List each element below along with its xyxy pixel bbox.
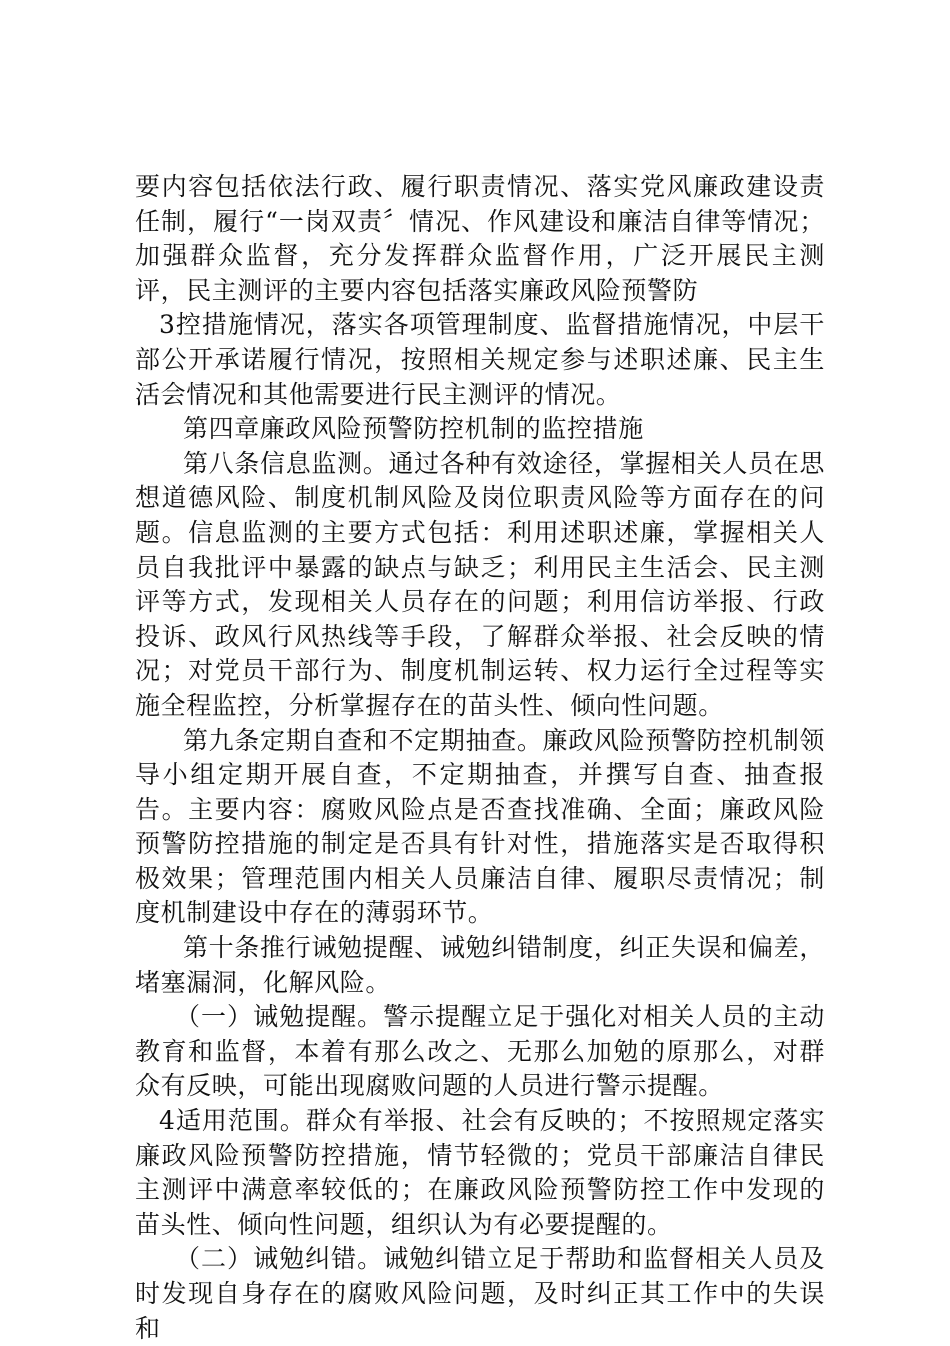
paragraph-2: 3控措施情况，落实各项管理制度、监督措施情况，中层干部公开承诺履行情况，按照相关规定参与述职述廉、民主生活会情况和其他需要进行民主测评的情况。 xyxy=(135,310,825,409)
document-body xyxy=(135,170,825,1346)
paragraph-1: 要内容包括依法行政、履行职责情况、落实党风廉政建设责任制，履行“一岗双责〞情况、作风建设和廉洁自律等情况；加强群众监督，充分发挥群众监督作用，广泛开展民主测评，民主测评的主要内容包括落实廉政风险预警防 xyxy=(135,172,825,305)
section-2-correction: （二）诫勉纠错。诫勉纠错立足于帮助和监督相关人员及时发现自身存在的腐败风险问题，及时纠正其工作中的失误和 xyxy=(135,1244,825,1343)
section-1-reminder: （一）诫勉提醒。警示提醒立足于强化对相关人员的主动教育和监督，本着有那么改之、无那么加勉的原那么，对群众有反映，可能出现腐败问题的人员进行警示提醒。 xyxy=(135,1002,825,1101)
scope-paragraph: 4适用范围。群众有举报、社会有反映的；不按照规定落实廉政风险预警防控措施，情节轻微的；党员干部廉洁自律民主测评中满意率较低的；在廉政风险预警防控工作中发现的苗头性、倾向性问题，组织认为有必要提醒的。 xyxy=(135,1106,825,1239)
article-10: 第十条推行诫勉提醒、诫勉纠错制度，纠正失误和偏差，堵塞漏洞，化解风险。 xyxy=(135,933,825,997)
chapter-heading: 第四章廉政风险预警防控机制的监控措施 xyxy=(183,414,644,444)
article-9: 第九条定期自查和不定期抽查。廉政风险预警防控机制领导小组定期开展自查，不定期抽查，并撰写自查、抽查报告。主要内容：腐败风险点是否查找准确、全面；廉政风险预警防控措施的制定是否具有针对性，措施落实是否取得积极效果；管理范围内相关人员廉洁自律、履职尽责情况；制度机制建设中存在的薄弱环节。 xyxy=(135,725,825,928)
article-8: 第八条信息监测。通过各种有效途径，掌握相关人员在思想道德风险、制度机制风险及岗位职责风险等方面存在的问题。信息监测的主要方式包括：利用述职述廉，掌握相关人员自我批评中暴露的缺点与缺乏；利用民主生活会、民主测评等方式，发现相关人员存在的问题；利用信访举报、行政投诉、政风行风热线等手段，了解群众举报、社会反映的情况；对党员干部行为、制度机制运转、权力运行全过程等实施全程监控，分析掌握存在的苗头性、倾向性问题。 xyxy=(135,448,825,720)
